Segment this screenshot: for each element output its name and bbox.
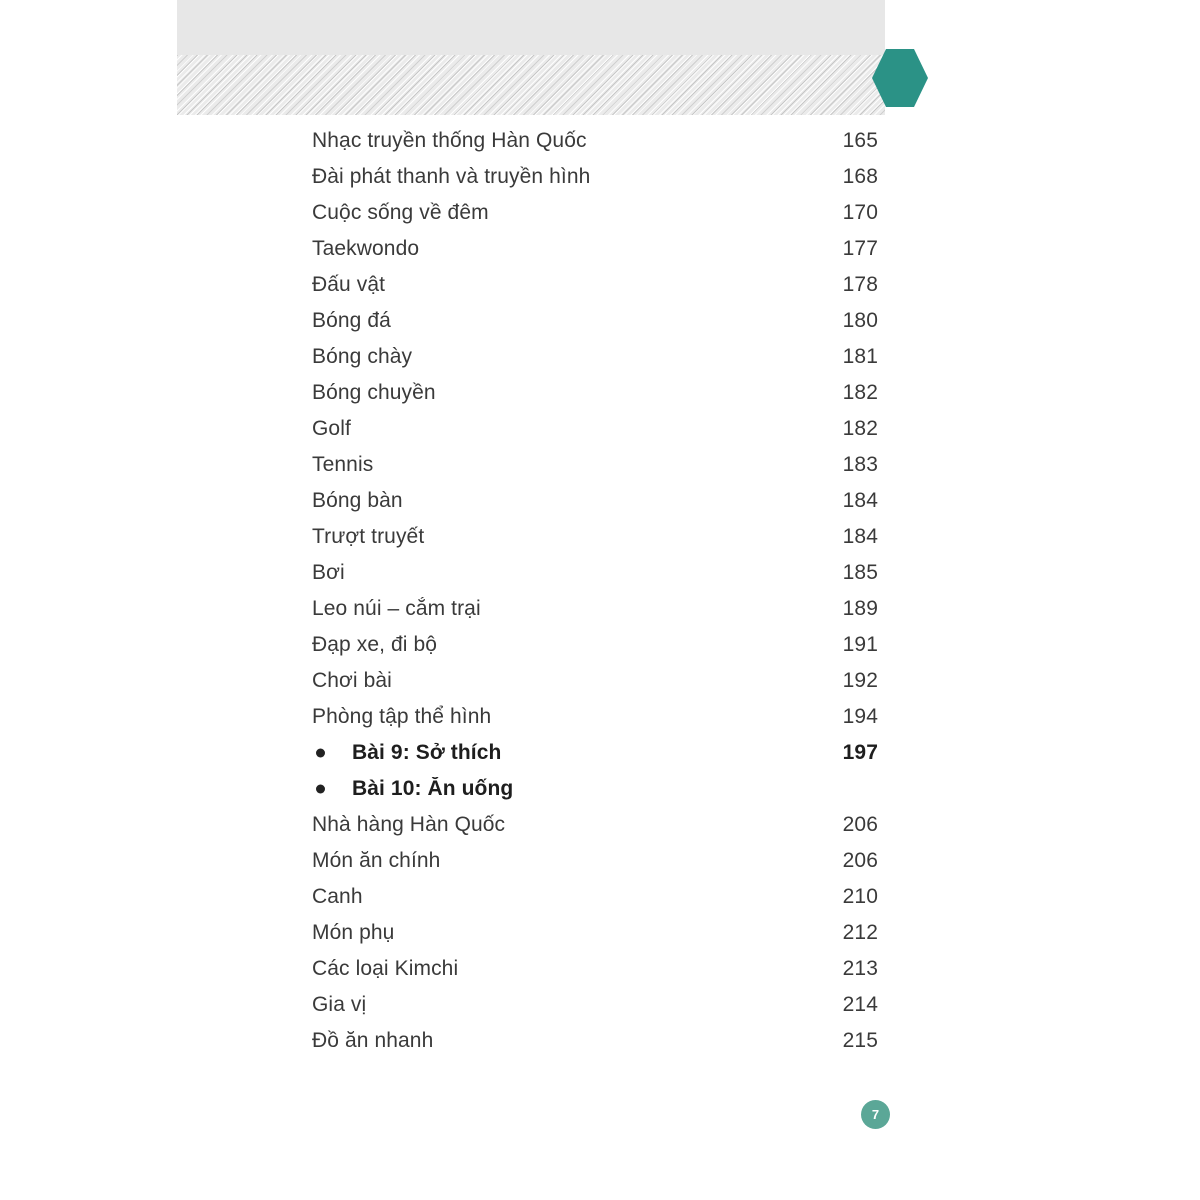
toc-entry-page: 206: [842, 849, 878, 872]
toc-entry-page: 192: [842, 669, 878, 692]
toc-row: [312, 699, 878, 735]
toc-row: [312, 807, 878, 843]
toc-entry-label: Món ăn chính: [312, 849, 441, 872]
toc-entry-label: Tennis: [312, 453, 374, 476]
toc-row: [312, 879, 878, 915]
toc-entry-label: Cuộc sống về đêm: [312, 201, 489, 224]
toc-row: [312, 411, 878, 447]
toc-entry-page: 197: [842, 741, 878, 764]
toc-row: [312, 123, 878, 159]
toc-entry-label: Món phụ: [312, 921, 395, 944]
toc-entry-label: Gia vị: [312, 993, 367, 1016]
toc-entry-page: 168: [842, 165, 878, 188]
toc-entry-label: Đạp xe, đi bộ: [312, 633, 438, 656]
toc-entry-label: Các loại Kimchi: [312, 957, 459, 980]
toc-entry-page: 184: [842, 525, 878, 548]
toc-entry-label: Nhà hàng Hàn Quốc: [312, 813, 506, 836]
toc-row: [312, 627, 878, 663]
toc-row: [312, 555, 878, 591]
toc-entry-label: Bóng đá: [312, 309, 391, 332]
toc-entry-label: Golf: [312, 417, 351, 440]
toc-row: [312, 267, 878, 303]
toc-entry-label: Nhạc truyền thống Hàn Quốc: [312, 129, 587, 152]
toc-entry-page: 214: [842, 993, 878, 1016]
toc-entry-page: 181: [842, 345, 878, 368]
toc-row: [312, 519, 878, 555]
toc-entry-label: Bài 10: Ăn uống: [352, 777, 514, 800]
toc-entry-label: Bóng chày: [312, 345, 413, 368]
toc-row: [312, 843, 878, 879]
toc-entry-label: Canh: [312, 885, 363, 908]
toc-entry-page: 194: [842, 705, 878, 728]
toc-entry-label: Bài 9: Sở thích: [352, 741, 502, 764]
toc-row: [312, 663, 878, 699]
toc-row: [312, 303, 878, 339]
toc-row: [312, 735, 878, 771]
toc-entry-page: 213: [842, 957, 878, 980]
toc-row: [312, 591, 878, 627]
bullet-icon: [316, 785, 325, 794]
toc-row: [312, 195, 878, 231]
toc-entry-page: 183: [842, 453, 878, 476]
toc-entry-label: Bóng bàn: [312, 489, 403, 512]
toc-entry-page: 206: [842, 813, 878, 836]
toc-entry-label: Đài phát thanh và truyền hình: [312, 165, 591, 188]
bullet-icon: [316, 749, 325, 758]
toc-entry-label: Phòng tập thể hình: [312, 705, 492, 728]
toc-row: [312, 483, 878, 519]
toc-entry-page: 180: [842, 309, 878, 332]
toc-entry-page: 191: [842, 633, 878, 656]
toc-entry-page: 212: [842, 921, 878, 944]
toc-entry-page: 210: [842, 885, 878, 908]
toc-row: [312, 339, 878, 375]
toc-entry-page: 182: [842, 381, 878, 404]
toc-row: [312, 771, 878, 807]
toc-entry-page: 170: [842, 201, 878, 224]
toc-entry-label: Chơi bài: [312, 669, 392, 692]
toc-entry-page: 185: [842, 561, 878, 584]
toc-entry-label: Bóng chuyền: [312, 381, 436, 404]
toc-entry-label: Trượt truyết: [312, 525, 425, 548]
toc-entry-label: Leo núi – cắm trại: [312, 597, 481, 620]
page-number: 7: [871, 1107, 880, 1122]
toc-row: [312, 447, 878, 483]
page-number-badge: [861, 1100, 890, 1129]
toc-row: [312, 231, 878, 267]
toc-row: [312, 375, 878, 411]
toc-entry-label: Taekwondo: [312, 237, 420, 260]
toc-row: [312, 159, 878, 195]
toc-row: [312, 915, 878, 951]
toc-row: [312, 951, 878, 987]
toc-row: [312, 1023, 878, 1059]
toc-row: [312, 987, 878, 1023]
toc-entry-label: Đồ ăn nhanh: [312, 1029, 434, 1052]
toc-entry-page: 177: [842, 237, 878, 260]
toc-entry-page: 165: [842, 129, 878, 152]
toc-entry-page: 178: [842, 273, 878, 296]
toc-entry-label: Bơi: [312, 561, 345, 584]
header-solid-band: [177, 0, 885, 55]
header-hatch-band: [177, 55, 885, 115]
toc-entry-page: 215: [842, 1029, 878, 1052]
toc-entry-page: 182: [842, 417, 878, 440]
table-of-contents: [312, 123, 878, 1059]
toc-entry-page: 184: [842, 489, 878, 512]
toc-entry-label: Đấu vật: [312, 273, 386, 296]
toc-entry-page: 189: [842, 597, 878, 620]
